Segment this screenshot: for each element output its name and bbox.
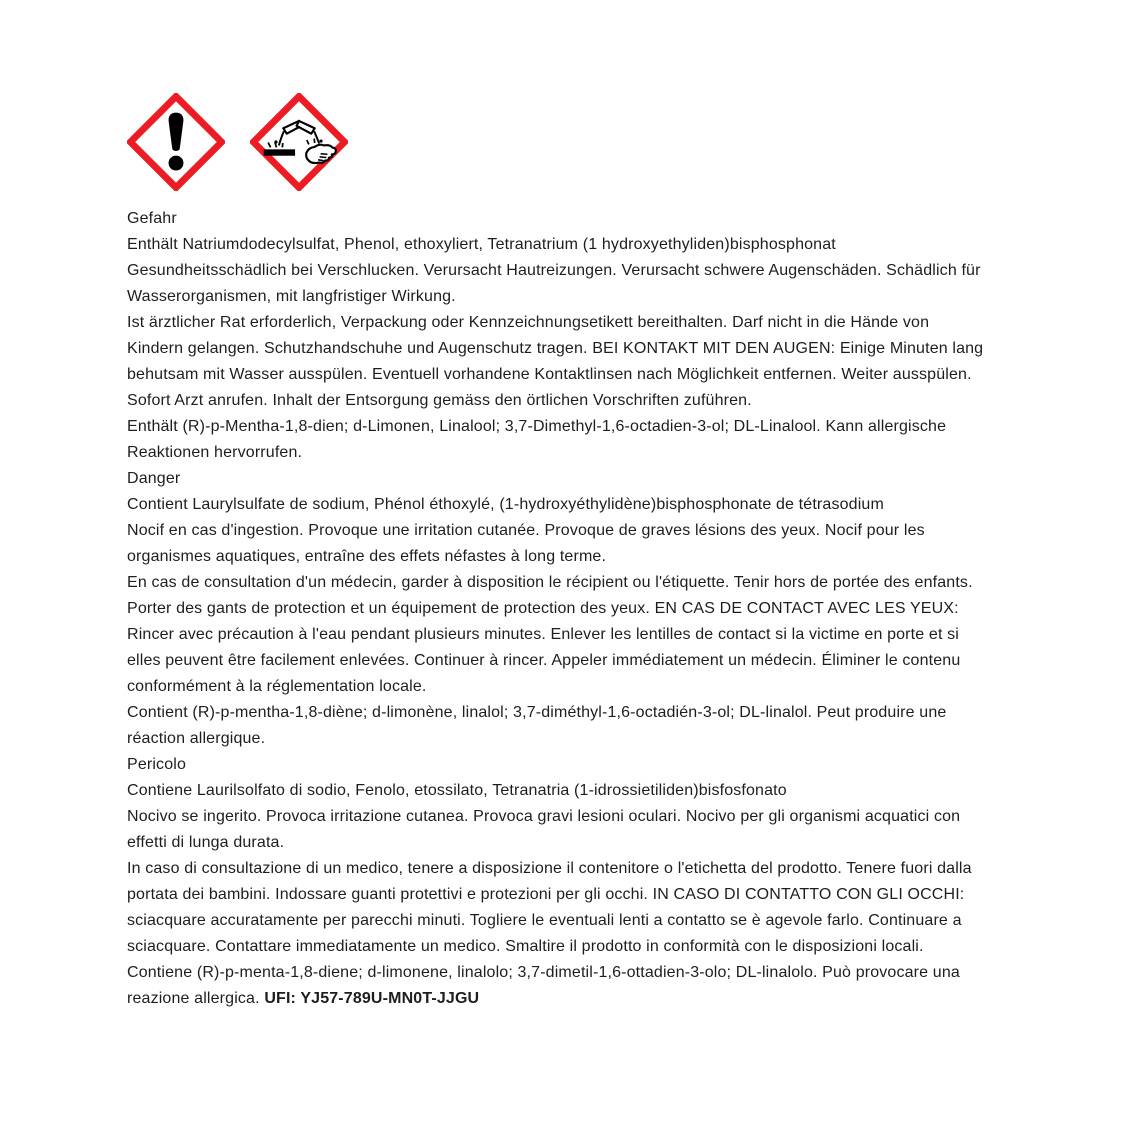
ufi-code: UFI: YJ57-789U-MN0T-JJGU <box>264 990 480 1007</box>
label-text-block <box>127 206 985 1012</box>
signal-word-de: Gefahr <box>127 210 177 227</box>
contains-statement-it: Contiene Laurilsolfato di sodio, Fenolo, etossilato, Tetranatria (1-idrossietiliden)bisfosfonato <box>127 782 787 799</box>
contains-statement-de: Enthält Natriumdodecylsulfat, Phenol, ethoxyliert, Tetranatrium (1 hydroxyethyliden)bisphosphonat <box>127 236 836 253</box>
allergen-text-it: Contiene (R)-p-menta-1,8-diene; d-limonene, linalolo; 3,7-dimetil-1,6-ottadien-3-olo; DL-linalolo. Può provocare una reazione allergica. <box>127 964 960 1007</box>
precautionary-statements-fr: En cas de consultation d'un médecin, garder à disposition le récipient ou l'étiquette. Tenir hors de portée des enfants. Porter des gants de protection et un équipement de protection des yeux. EN CAS DE CONTACT AVEC LES YEUX: Rincer avec précaution à l'eau pendant plusieurs minutes. Enlever les lentilles de contact si la victime en porte et si elles peuvent être facilement enlevées. Continuer à rincer. Appeler immédiatement un médecin. Éliminer le contenu conformément à la réglementation locale. <box>127 574 973 695</box>
allergen-statement-fr: Contient (R)-p-mentha-1,8-diène; d-limonène, linalol; 3,7-diméthyl-1,6-octadién-3-ol; DL-linalol. Peut produire une réaction allergique. <box>127 704 947 747</box>
signal-word-it: Pericolo <box>127 756 187 773</box>
precautionary-statements-it: In caso di consultazione di un medico, tenere a disposizione il contenitore o l'etichetta del prodotto. Tenere fuori dalla portata dei bambini. Indossare guanti protettivi e protezioni per gli occhi. IN CASO DI CONTATTO CON GLI OCCHI: sciacquare accuratamente per parecchi minuti. Togliere le eventuali lenti a contatto se è agevole farlo. Continuare a sciacquare. Contattare immediatamente un medico. Smaltire il prodotto in conformità con le disposizioni locali. <box>127 860 972 955</box>
precautionary-statements-de: Ist ärztlicher Rat erforderlich, Verpackung oder Kennzeichnungsetikett bereithalten. Darf nicht in die Hände von Kindern gelangen. Schutzhandschuhe und Augenschutz tragen. BEI KONTAKT MIT DEN AUGEN: Einige Minuten lang behutsam mit Wasser ausspülen. Eventuell vorhandene Kontaktlinsen nach Möglichkeit entfernen. Weiter ausspülen. Sofort Arzt anrufen. Inhalt der Entsorgung gemäss den örtlichen Vorschriften zuführen. <box>127 314 984 409</box>
hazard-statements-it: Nocivo se ingerito. Provoca irritazione cutanea. Provoca gravi lesioni oculari. Nocivo per gli organismi acquatici con effetti di lunga durata. <box>127 808 961 851</box>
hazard-statements-de: Gesundheitsschädlich bei Verschlucken. Verursacht Hautreizungen. Verursacht schwere Augenschäden. Schädlich für Wasserorganismen, mit langfristiger Wirkung. <box>127 262 981 305</box>
ghs-corrosion-icon <box>250 93 348 191</box>
allergen-statement-it <box>127 960 985 1012</box>
allergen-statement-de: Enthält (R)-p-Mentha-1,8-dien; d-Limonen, Linalool; 3,7-Dimethyl-1,6-octadien-3-ol; DL-Linalool. Kann allergische Reaktionen hervorrufen. <box>127 418 947 461</box>
ghs-pictogram-row <box>127 93 348 191</box>
contains-statement-fr: Contient Laurylsulfate de sodium, Phénol éthoxylé, (1-hydroxyéthylidène)bisphosphonate de tétrasodium <box>127 496 884 513</box>
hazard-statements-fr: Nocif en cas d'ingestion. Provoque une irritation cutanée. Provoque de graves lésions des yeux. Nocif pour les organismes aquatiques, entraîne des effets néfastes à long terme. <box>127 522 925 565</box>
ghs-exclamation-mark-icon <box>127 93 225 191</box>
signal-word-fr: Danger <box>127 470 181 487</box>
